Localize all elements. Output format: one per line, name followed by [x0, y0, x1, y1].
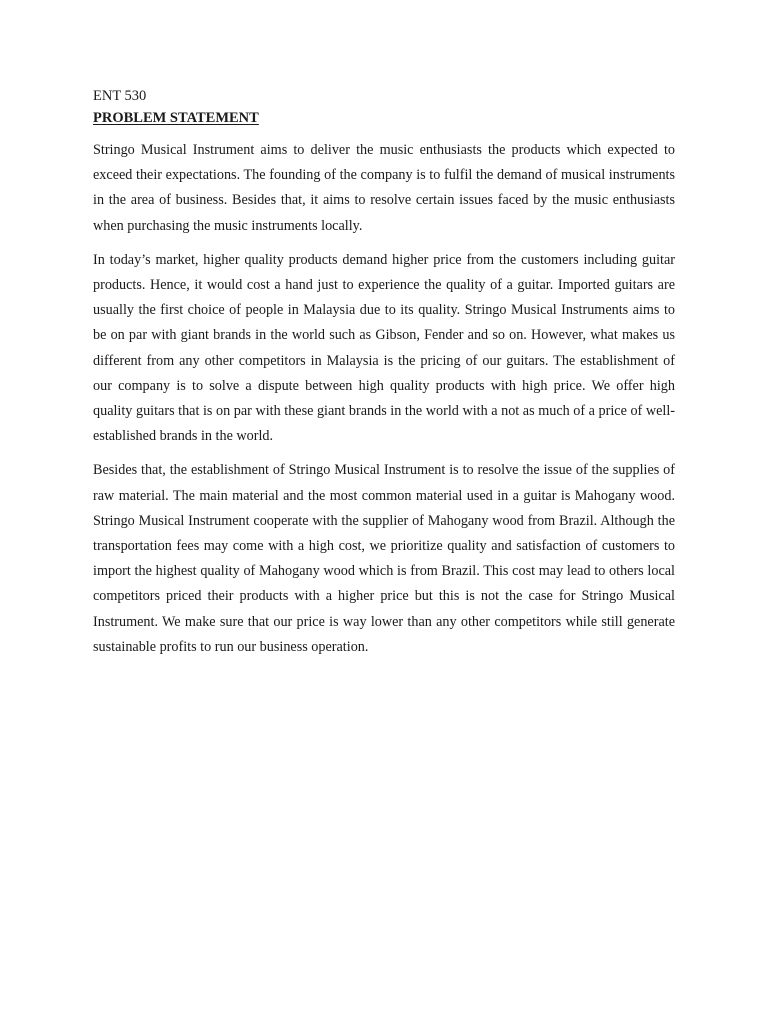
paragraph-intro: Stringo Musical Instrument aims to deliver the music enthusiasts the products which expected to exceed their expectations. The founding of the company is to fulfil the demand of musical instruments in the area of business. Besides that, it aims to resolve certain issues faced by the music enthusiasts when purchasing the music instruments locally. — [93, 142, 675, 234]
section-heading: PROBLEM STATEMENT — [93, 110, 259, 126]
paragraph-market: In today’s market, higher quality products demand higher price from the customers including guitar products. Hence, it would cost a hand just to experience the quality of a guitar. Imported guitars are usually the first choice of people in Malaysia due to its quality. Stringo Musical Instruments aims to be on par with giant brands in the world such as Gibson, Fender and so on. However, what makes us different from any other competitors in Malaysia is the pricing of our guitars. The establishment of our company is to solve a dispute between high quality products with high price. We offer high quality guitars that is on par with these giant brands in the world with a not as much of a price of well-established brands in the world. — [93, 251, 675, 445]
course-code: ENT 530 — [93, 88, 147, 104]
paragraph-raw-material: Besides that, the establishment of Stringo Musical Instrument is to resolve the issue of the supplies of raw material. The main material and the most common material used in a guitar is Mahogany wood. Stringo Musical Instrument cooperate with the supplier of Mahogany wood from Brazil. Although the transportation fees may come with a high cost, we prioritize quality and satisfaction of customers to import the highest quality of Mahogany wood which is from Brazil. This cost may lead to others local competitors priced their products with a higher price but this is not the case for Stringo Musical Instrument. We make sure that our price is way lower than any other competitors while still generate sustainable profits to run our business operation. — [93, 462, 675, 655]
document-page — [93, 86, 675, 669]
